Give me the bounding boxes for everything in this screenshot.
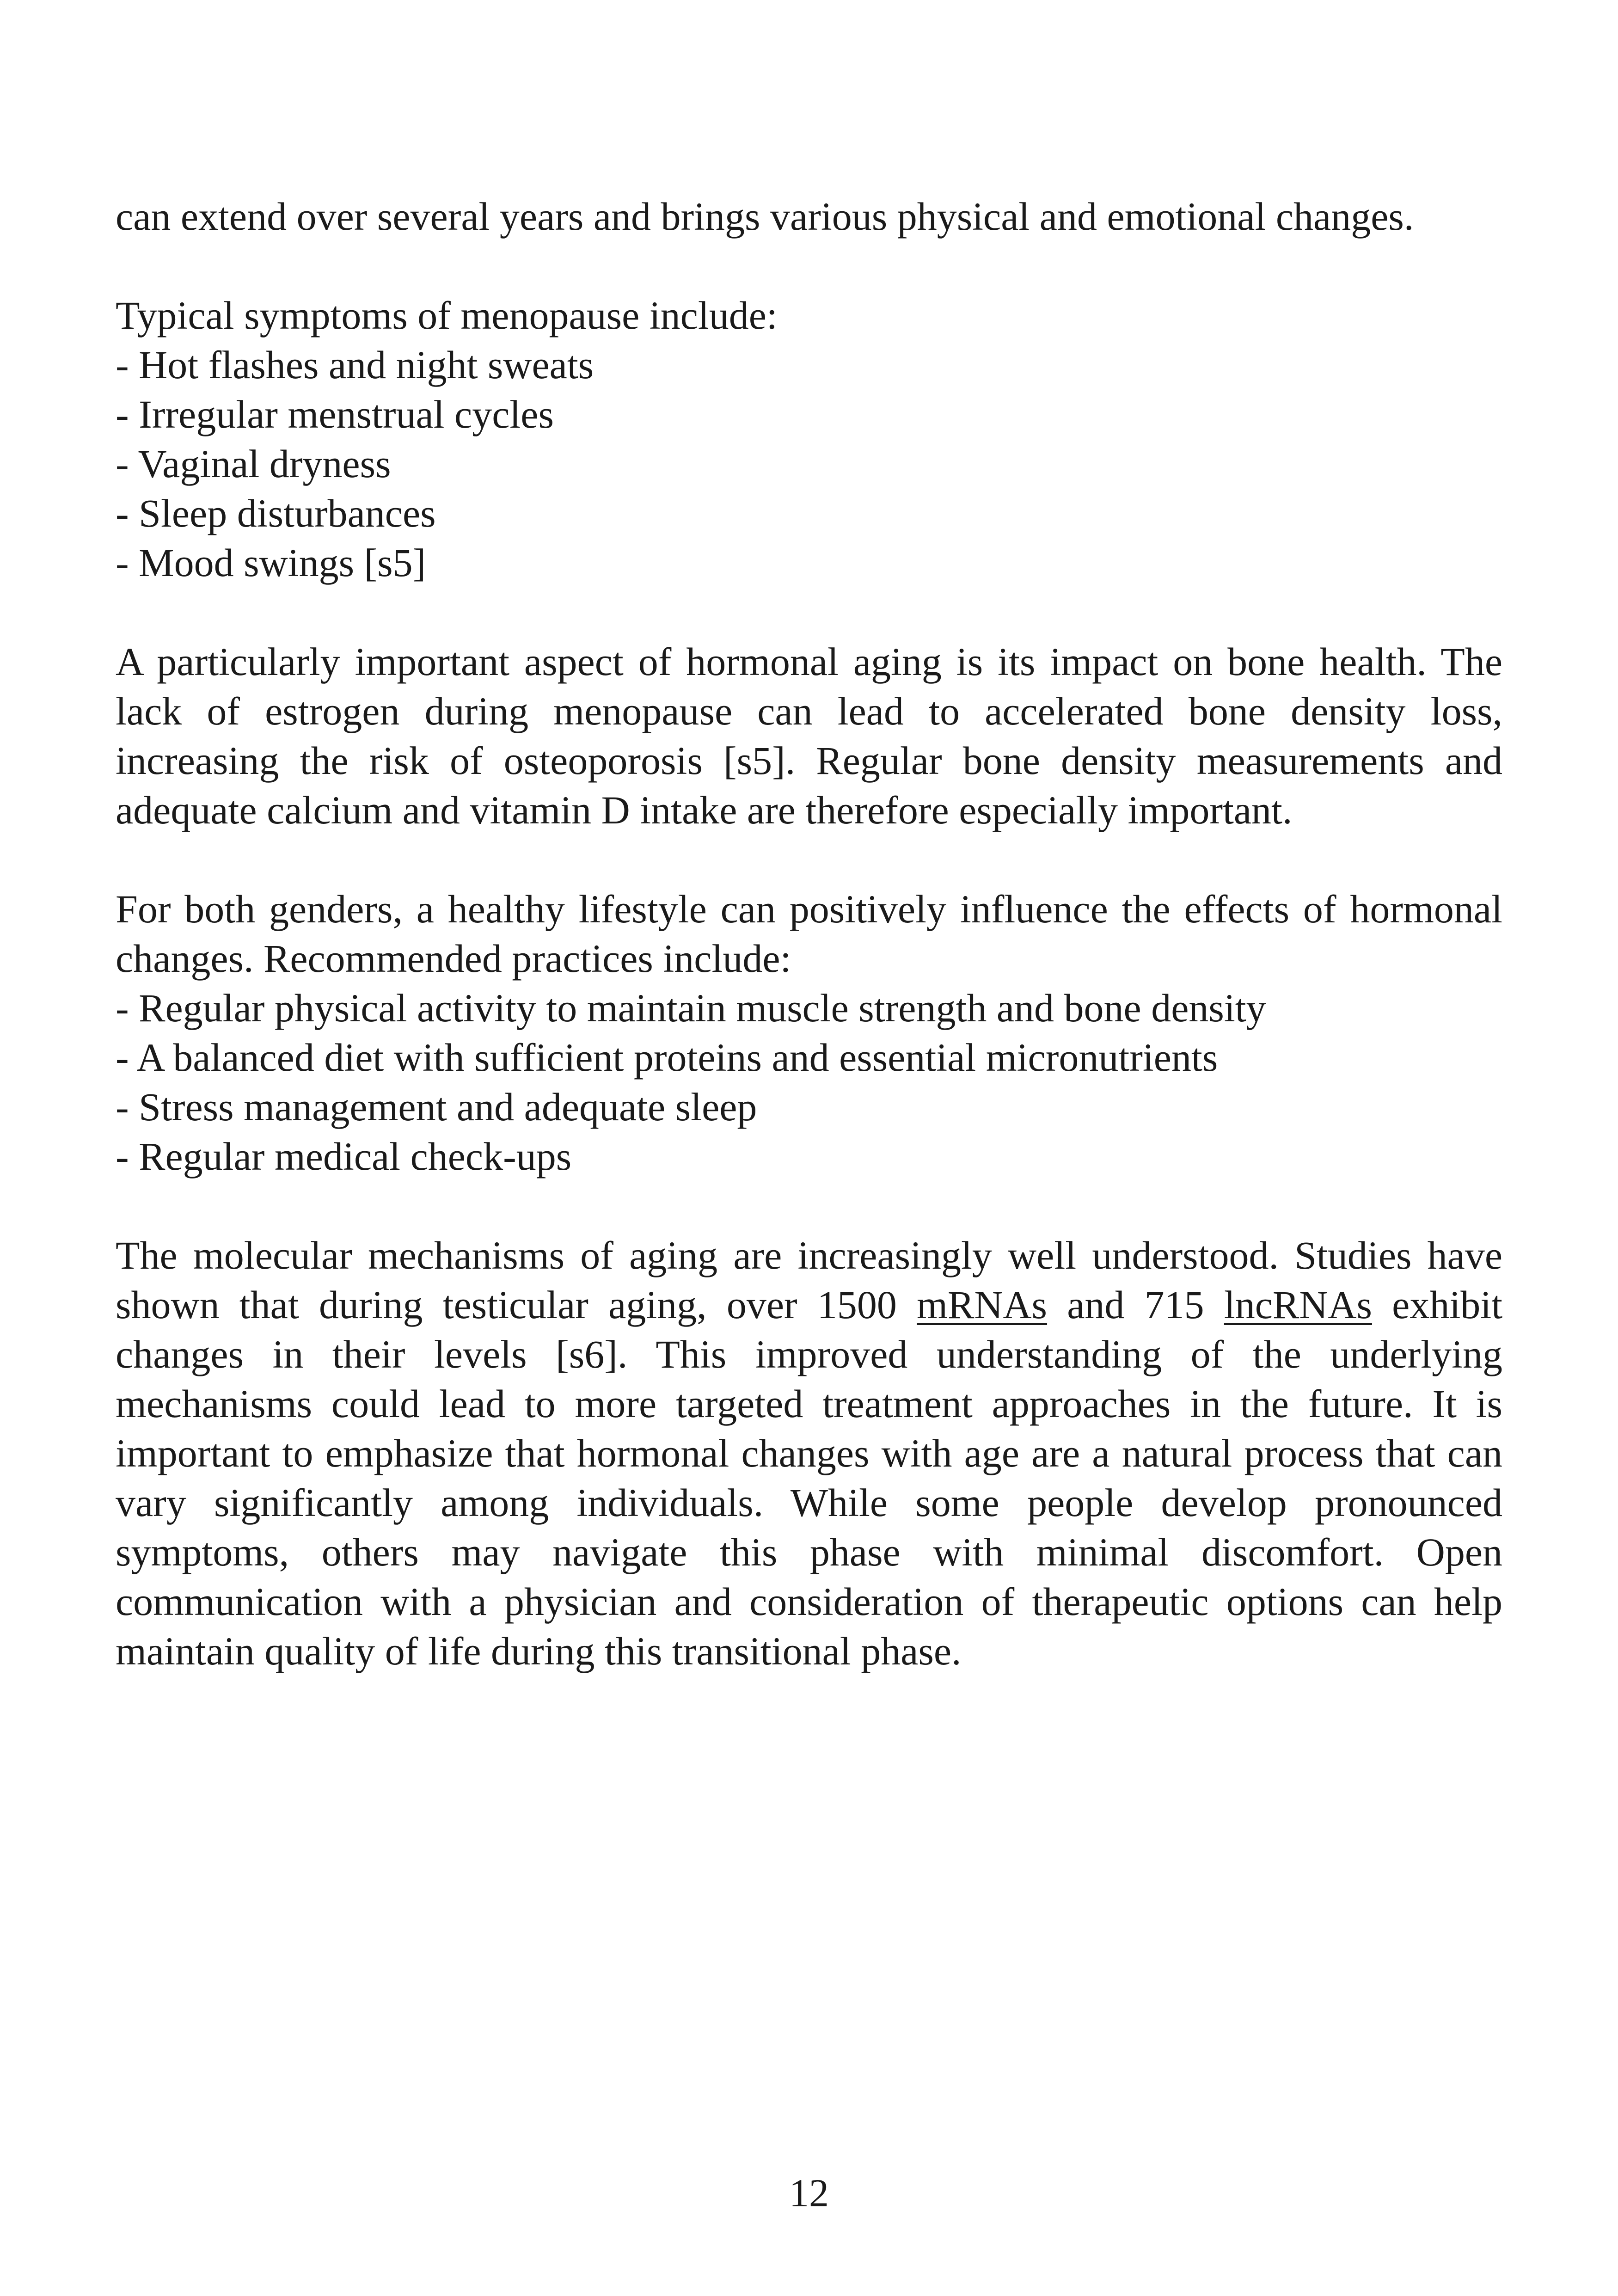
lifestyle-intro: For both genders, a healthy lifestyle can positively influence the effects of hormonal changes. Recommended practices include: (116, 887, 1502, 981)
paragraph-bone-health: A particularly important aspect of hormonal aging is its impact on bone health. The lack of estrogen during menopause can lead to accelerated bone density loss, increasing the risk of osteoporosis [s5]. Regular bone density measurements and adequate calcium and vitamin D intake are therefore especially important. (116, 639, 1502, 832)
list-item: - Hot flashes and night sweats (116, 343, 594, 387)
list-item: - Stress management and adequate sleep (116, 1085, 757, 1129)
symptoms-list (116, 291, 1502, 588)
molecular-text-2: and 715 (1047, 1283, 1224, 1327)
molecular-text-1: The molecular mechanisms of aging are increasingly well understood. Studies have shown that during testicular aging, over 1500 (116, 1233, 1502, 1327)
page-number: 12 (789, 2171, 829, 2215)
list-item: - Sleep disturbances (116, 491, 436, 535)
list-item: - Regular physical activity to maintain muscle strength and bone density (116, 986, 1266, 1030)
paragraph-intro: can extend over several years and brings various physical and emotional changes. (116, 194, 1414, 239)
symptoms-intro: Typical symptoms of menopause include: (116, 293, 778, 338)
list-item: - Vaginal dryness (116, 442, 391, 486)
lifestyle-list (116, 884, 1502, 1181)
list-item: - Regular medical check-ups (116, 1134, 572, 1179)
paragraph-molecular (116, 1231, 1502, 1676)
list-item: - Mood swings [s5] (116, 540, 426, 585)
list-item: - Irregular menstrual cycles (116, 392, 554, 436)
page-body (116, 192, 1502, 1725)
mrnas-link[interactable]: mRNAs (917, 1283, 1048, 1327)
list-item: - A balanced diet with sufficient proteins and essential micronutrients (116, 1035, 1218, 1080)
lncrnas-link[interactable]: lncRNAs (1224, 1283, 1372, 1327)
molecular-text-3: exhibit changes in their levels [s6]. This improved understanding of the underlying mechanisms could lead to more targeted treatment approaches in the future. It is important to emphasize that hormonal changes with age are a natural process that can vary significantly among individuals. While some people develop pronounced symptoms, others may navigate this phase with minimal discomfort. Open communication with a physician and consideration of therapeutic options can help maintain quality of life during this transitional phase. (116, 1283, 1502, 1673)
